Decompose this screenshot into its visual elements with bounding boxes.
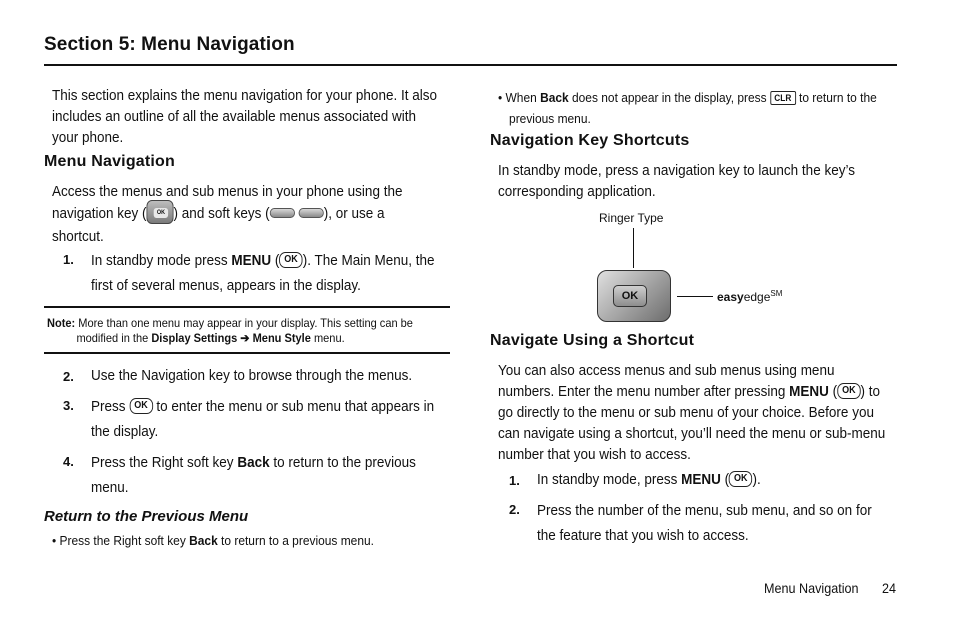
- shortcuts-heading: Navigation Key Shortcuts: [490, 132, 690, 149]
- step-number: 2.: [63, 369, 74, 384]
- navigate-shortcut-heading: Navigate Using a Shortcut: [490, 332, 695, 349]
- return-heading: Return to the Previous Menu: [44, 508, 249, 525]
- step-1-text: In standby mode press MENU ( OK ). The Main Menu, the first of several menus, appears in the display.: [91, 252, 435, 294]
- ok-key-icon: OK: [129, 398, 152, 414]
- footer-section-name: Menu Navigation: [764, 580, 859, 596]
- return-bullet: • Press the Right soft key Back to return to a previous menu.: [52, 533, 374, 548]
- access-line: navigation key ( OK ) and soft keys ( ), or use a: [52, 202, 402, 226]
- ok-key-icon: OK: [279, 252, 302, 268]
- navigate-paragraph: You can also access menus and sub menus using menu numbers. Enter the menu number after pressing MENU ( OK ) to go directly to the menu or sub menu of your choice. Before you can navigate using a shortcut, you’ll need the menu or sub-menu number that you wish to access.: [498, 362, 886, 463]
- intro-paragraph: [52, 85, 437, 148]
- right-soft-key-icon: [299, 208, 324, 218]
- access-line: Access the menus and sub menus in your phone using the: [52, 183, 403, 200]
- page-title: Section 5: Menu Navigation: [44, 34, 295, 55]
- ringer-type-label: Ringer Type: [599, 211, 664, 225]
- navigation-key-illustration: [597, 270, 671, 322]
- ok-key-icon: OK: [837, 383, 860, 399]
- intro-line: includes an outline of all the available menus associated with: [52, 108, 416, 125]
- access-line: shortcut.: [52, 228, 104, 245]
- step-number: 2.: [509, 502, 520, 517]
- step-3-text: Press OK to enter the menu or sub menu that appears in the display.: [91, 398, 435, 440]
- step-4-text: Press the Right soft key Back to return to the previous menu.: [91, 454, 416, 496]
- menu-navigation-heading: Menu Navigation: [44, 153, 176, 170]
- back-bullet: • When Back does not appear in the display, press CLR to return to the previous menu.: [498, 90, 877, 126]
- step-number: 1.: [63, 252, 74, 267]
- note-text: Note: More than one menu may appear in your display. This setting can be modified in the Display Settings ➔ Menu Style menu.: [47, 316, 413, 345]
- step-number: 1.: [509, 473, 520, 488]
- note-box: [44, 306, 450, 354]
- access-paragraph: [52, 181, 402, 247]
- step-number: 4.: [63, 454, 74, 469]
- callout-line-up: [633, 228, 634, 268]
- intro-line: This section explains the menu navigation for your phone. It also: [52, 87, 437, 104]
- shortcut-step-2-text: Press the number of the menu, sub menu, and so on for the feature that you wish to access.: [537, 502, 872, 544]
- navigation-key-icon: OK: [147, 200, 174, 224]
- title-rule: [44, 64, 897, 66]
- step-2-text: Use the Navigation key to browse through the menus.: [91, 367, 413, 384]
- shortcut-step-1-text: In standby mode, press MENU ( OK ).: [537, 471, 761, 488]
- page-number: 24: [882, 580, 897, 596]
- left-soft-key-icon: [270, 208, 295, 218]
- clr-key-icon: CLR: [770, 91, 796, 105]
- step-number: 3.: [63, 398, 74, 413]
- intro-line: your phone.: [52, 129, 124, 146]
- shortcuts-paragraph: In standby mode, press a navigation key to launch the key’s corresponding application.: [498, 162, 855, 200]
- ok-key-icon: OK: [729, 471, 752, 487]
- ok-button-illustration: OK: [613, 285, 647, 307]
- callout-line-right: [677, 296, 713, 297]
- easyedge-label: easyedge℠: [717, 289, 783, 304]
